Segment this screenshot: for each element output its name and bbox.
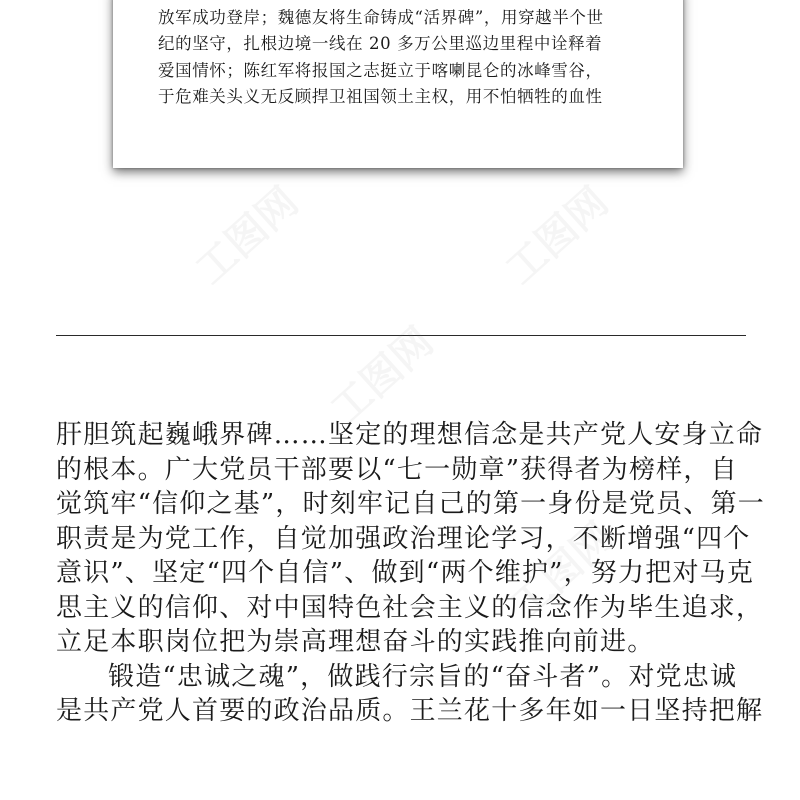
quote-line: 纪的坚守，扎根边境一线在 20 多万公里巡边里程中诠释着 xyxy=(158,34,603,54)
quote-line: 放军成功登岸；魏德友将生命铸成“活界碑”，用穿越半个世 xyxy=(158,7,604,27)
quote-line xyxy=(158,111,648,138)
quote-card xyxy=(113,0,683,168)
body-line: 的根本。广大党员干部要以“七一勋章”获得者为榜样，自 xyxy=(56,454,738,485)
body-line: 觉筑牢“信仰之基”，时刻牢记自己的第一身份是党员、第一 xyxy=(56,489,765,519)
body-line: 职责是为党工作，自觉加强政治理论学习，不断增强“四个 xyxy=(56,523,751,554)
watermark: 工图网 xyxy=(497,178,618,294)
paragraph-start-line: 锻造“忠诚之魂”，做践行宗旨的“奋斗者”。对党忠诚 xyxy=(108,661,738,692)
quote-card-text xyxy=(158,0,648,138)
body-line: 思主义的信仰、对中国特色社会主义的信念作为毕生追求， xyxy=(56,592,764,623)
quote-line: 爱国情怀；陈红军将报国之志挺立于喀喇昆仑的冰峰雪谷， xyxy=(158,60,603,80)
body-line: 立足本职岗位把为崇高理想奋斗的实践推向前进。 xyxy=(56,627,655,657)
body-line: 意识”、坚定“四个自信”、做到“两个维护”，努力把对马克 xyxy=(56,558,755,588)
watermark: 工图网 xyxy=(502,513,623,629)
quote-line: 于危难关头义无反顾捍卫祖国领土主权，用不怕牺牲的血性 xyxy=(158,87,603,107)
page-divider xyxy=(56,335,746,336)
watermark: 工图网 xyxy=(322,318,443,434)
body-line: 肝胆筑起巍峨界碑……坚定的理想信念是共产党人安身立命 xyxy=(56,420,764,450)
body-line: 是共产党人首要的政治品质。王兰花十多年如一日坚持把解 xyxy=(56,696,764,726)
body-text xyxy=(56,418,765,729)
watermark: 工图网 xyxy=(187,178,308,294)
quote-line xyxy=(158,0,648,5)
